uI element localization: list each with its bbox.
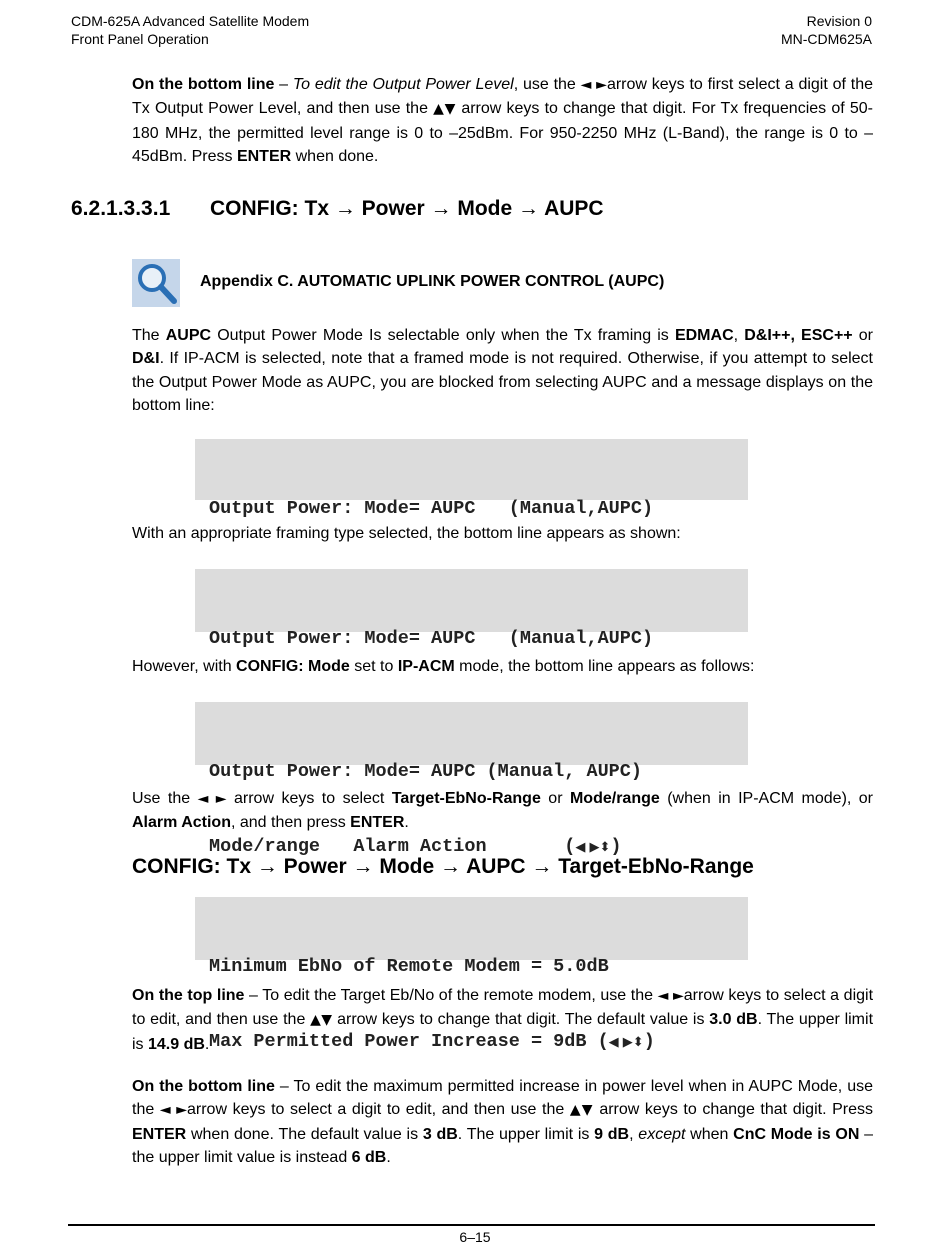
lcd-line-1: Output Power: Mode= AUPC (Manual, AUPC) <box>209 761 642 782</box>
intro-lead: On the bottom line <box>132 76 275 93</box>
nav-arrows-icon: ◀ ▶⬍ <box>575 840 611 855</box>
up-down-arrows-icon: ▲▼ <box>433 101 457 118</box>
running-header-left <box>71 12 309 48</box>
revision: Revision 0 <box>806 13 872 29</box>
left-right-arrows-icon: ◄ ► <box>159 1102 187 1119</box>
top-line-paragraph: On the top line – To edit the Target Eb/No of the remote modem, use the ◄ ►arrow keys to select a digit to edit, and then use the ▲▼ arrow keys to change that digit. The default value is 3.0 dB. The upper limit is 14.9 dB. <box>132 987 874 1053</box>
lcd-line-1: Output Power: Mode= AUPC (Manual,AUPC) <box>209 628 654 649</box>
section-title: CONFIG: Tx → Power → Mode → AUPC <box>210 197 604 220</box>
running-header-right <box>781 12 872 48</box>
section-number: 6.2.1.3.3.1 <box>71 197 171 220</box>
manual-number: MN-CDM625A <box>780 31 872 47</box>
ipacm-paragraph: However, with CONFIG: Mode set to IP-ACM mode, the bottom line appears as follows: <box>132 658 755 675</box>
page-number: 6–15 <box>459 1229 491 1245</box>
nav-arrows-icon: ◀ ▶⬍ <box>608 1035 644 1050</box>
aupc-paragraph: The AUPC Output Power Mode Is selectable only when the Tx framing is EDMAC, D&I++, ESC++ or D&I. If IP-ACM is selected, note that a framed mode is not required. Otherwise, if you attempt to select the Output Power Mode as AUPC, you are blocked from selecting AUPC and a message displays on the bottom line: <box>132 327 874 414</box>
footer-rule <box>68 1224 875 1226</box>
bottom-line-paragraph: On the bottom line – To edit the maximum permitted increase in power level when in AUPC Mode, use the ◄ ►arrow keys to select a digit to edit, and then use the ▲▼ arrow keys to change that digit. Press ENTER when done. The default value is 3 dB. The upper limit is 9 dB, except when CnC Mode is ON – the upper limit value is instead 6 dB. <box>132 1078 874 1166</box>
subsection-heading: CONFIG: Tx → Power → Mode → AUPC → Target-EbNo-Range <box>132 855 754 878</box>
lcd-line-1: Minimum EbNo of Remote Modem = 5.0dB <box>209 956 609 977</box>
lcd-line-2: Mode/range Alarm Action (◀ ▶⬍) <box>209 836 622 857</box>
intro-paragraph: On the bottom line – To edit the Output Power Level, use the ◄ ►arrow keys to first select a digit of the Tx Output Power Level, and then use the ▲▼ arrow keys to change that digit. For Tx frequencies of 50-180 MHz, the permitted level range is 0 to –25dBm. For 950-2250 MHz (L-Band), the range is 0 to –45dBm. Press ENTER when done. <box>132 76 873 165</box>
left-right-arrows-icon: ◄ ► <box>197 791 227 807</box>
up-down-arrows-icon: ▲▼ <box>569 1102 594 1119</box>
left-right-arrows-icon: ◄ ► <box>657 988 684 1004</box>
document-title: CDM-625A Advanced Satellite Modem <box>71 13 310 29</box>
use-arrows-paragraph: Use the ◄ ► arrow keys to select Target-EbNo-Range or Mode/range (when in IP-ACM mode), or Alarm Action, and then press ENTER. <box>132 790 874 832</box>
lcd-line-2: Max Permitted Power Increase = 9dB (◀ ▶⬍) <box>209 1031 655 1052</box>
lcd-display-aupc-framed <box>195 569 748 649</box>
left-right-arrows-icon: ◄ ► <box>580 77 607 93</box>
chapter-title: Front Panel Operation <box>71 31 209 47</box>
appendix-reference: Appendix C. AUTOMATIC UPLINK POWER CONTROL (AUPC) <box>200 273 665 290</box>
intro-lead-italic: To edit the Output Power Level <box>292 76 514 93</box>
lcd-display-aupc-blocked <box>195 439 748 519</box>
magnifier-icon <box>132 259 180 307</box>
lcd-line-1: Output Power: Mode= AUPC (Manual,AUPC) <box>209 498 654 519</box>
up-down-arrows-icon: ▲▼ <box>310 1012 333 1029</box>
framing-paragraph: With an appropriate framing type selected, the bottom line appears as shown: <box>132 525 681 542</box>
